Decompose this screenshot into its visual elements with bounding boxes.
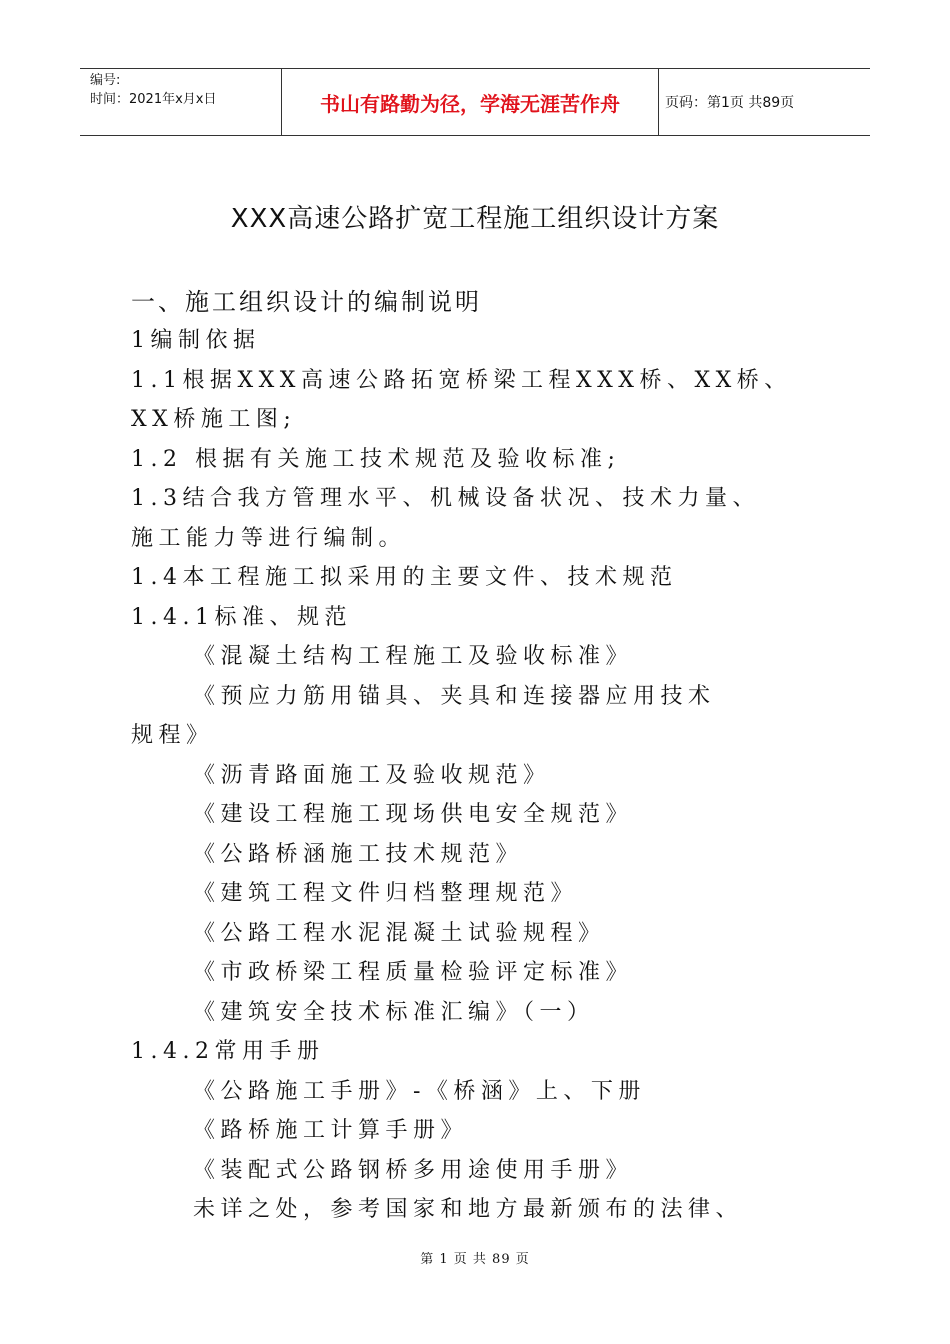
body-line: 《建设工程施工现场供电安全规范》 bbox=[193, 802, 634, 827]
body-line: 1.2 根据有关施工技术规范及验收标准; bbox=[131, 447, 621, 472]
body-line: 施工能力等进行编制。 bbox=[131, 526, 407, 551]
body-line: 未详之处，参考国家和地方最新颁布的法律、 bbox=[193, 1197, 744, 1222]
body-line: 1.3结合我方管理水平、机械设备状况、技术力量、 bbox=[131, 486, 760, 511]
time-label: 时间：2021年x月x日 bbox=[90, 92, 217, 107]
header-page-info: 页码：第1页 共89页 bbox=[665, 95, 795, 111]
body-line: 《公路工程水泥混凝土试验规程》 bbox=[193, 921, 606, 946]
body-line: 《建筑工程文件归档整理规范》 bbox=[193, 881, 579, 906]
body-line: 1.1根据XXX高速公路拓宽桥梁工程XXX桥、XX桥、 bbox=[131, 368, 792, 393]
body-line: 1.4本工程施工拟采用的主要文件、技术规范 bbox=[131, 565, 678, 590]
number-label: 编号: bbox=[90, 73, 121, 88]
body-line: 1.4.2常用手册 bbox=[131, 1039, 325, 1064]
header-meta bbox=[80, 69, 282, 135]
body-line: 《预应力筋用锚具、夹具和连接器应用技术 bbox=[193, 684, 716, 709]
body-line: XX桥施工图; bbox=[131, 407, 297, 432]
body-line: 《混凝土结构工程施工及验收标准》 bbox=[193, 644, 634, 669]
page-header bbox=[80, 68, 870, 136]
body-line: 《路桥施工计算手册》 bbox=[193, 1118, 469, 1143]
body-line: 《建筑安全技术标准汇编》（一） bbox=[193, 1000, 595, 1025]
body-line: 《公路桥涵施工技术规范》 bbox=[193, 842, 524, 867]
body-line: 《市政桥梁工程质量检验评定标准》 bbox=[193, 960, 634, 985]
document-title: XXX高速公路扩宽工程施工组织设计方案 bbox=[230, 204, 720, 234]
body-line: 《装配式公路钢桥多用途使用手册》 bbox=[193, 1158, 634, 1183]
section-heading: 一、施工组织设计的编制说明 bbox=[131, 288, 482, 316]
body-line: 1.4.1标准、规范 bbox=[131, 605, 352, 630]
body-line: 1编制依据 bbox=[131, 328, 261, 353]
body-line: 规程》 bbox=[131, 723, 214, 748]
body-line: 《公路施工手册》-《桥涵》上、下册 bbox=[193, 1079, 646, 1104]
header-motto: 书山有路勤为径，学海无涯苦作舟 bbox=[282, 69, 659, 135]
page-footer: 第 1 页 共 89 页 bbox=[420, 1252, 530, 1267]
body-line: 《沥青路面施工及验收规范》 bbox=[193, 763, 551, 788]
